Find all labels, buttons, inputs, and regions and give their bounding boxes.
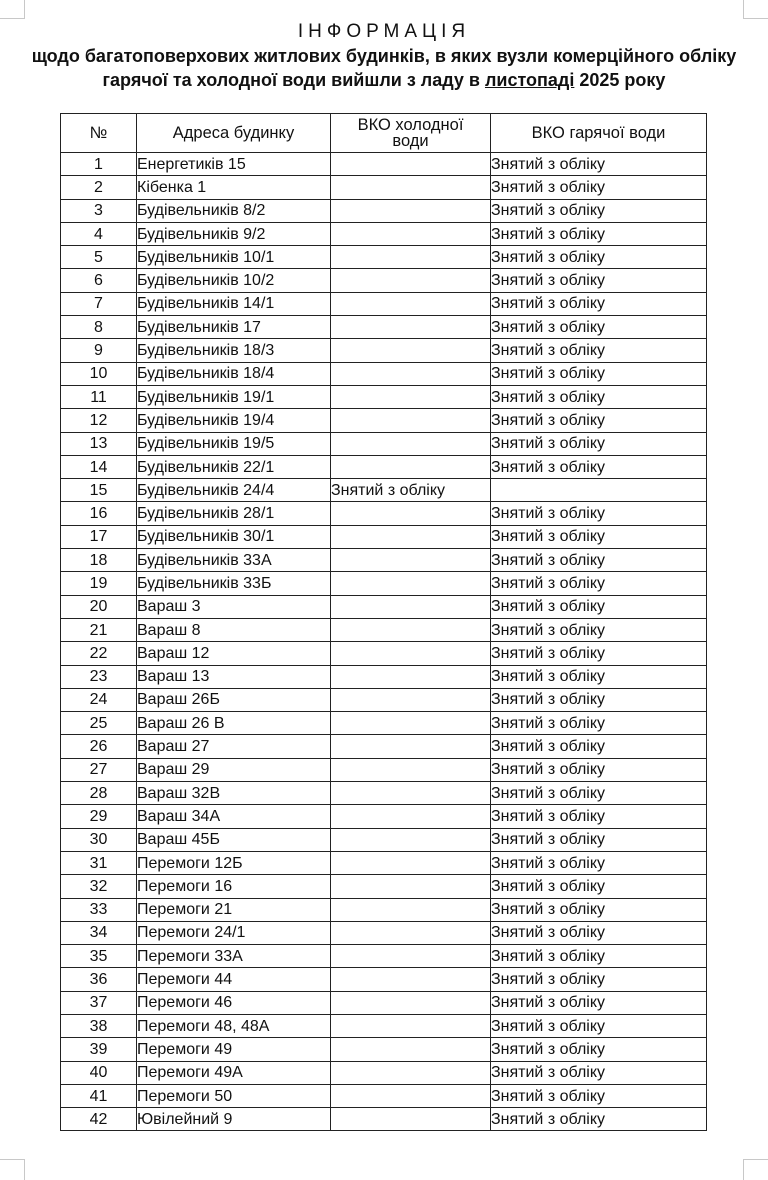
cell-hot-water: Знятий з обліку [491, 618, 707, 641]
cell-cold-water [331, 525, 491, 548]
table-row [61, 153, 707, 176]
table-row [61, 1084, 707, 1107]
cell-address: Перемоги 24/1 [137, 921, 331, 944]
cell-number: 38 [61, 1014, 137, 1037]
table-row [61, 968, 707, 991]
cell-number: 10 [61, 362, 137, 385]
column-header-hot-water: ВКО гарячої води [491, 114, 707, 153]
cell-address: Вараш 3 [137, 595, 331, 618]
cell-number: 9 [61, 339, 137, 362]
table-row [61, 782, 707, 805]
cell-number: 19 [61, 572, 137, 595]
table-row [61, 385, 707, 408]
cell-hot-water: Знятий з обліку [491, 339, 707, 362]
table-row [61, 409, 707, 432]
cell-cold-water [331, 618, 491, 641]
cell-cold-water [331, 851, 491, 874]
cell-hot-water: Знятий з обліку [491, 316, 707, 339]
cell-address: Перемоги 21 [137, 898, 331, 921]
table-row [61, 1014, 707, 1037]
cell-number: 15 [61, 479, 137, 502]
cell-address: Будівельників 14/1 [137, 292, 331, 315]
cell-cold-water [331, 1014, 491, 1037]
cell-address: Будівельників 9/2 [137, 222, 331, 245]
cell-hot-water: Знятий з обліку [491, 199, 707, 222]
crop-mark-bottom-right [743, 1159, 768, 1180]
cell-cold-water [331, 385, 491, 408]
document-subtitle-line-2 [0, 68, 768, 92]
cell-number: 37 [61, 991, 137, 1014]
table-row [61, 945, 707, 968]
cell-hot-water: Знятий з обліку [491, 735, 707, 758]
cell-cold-water [331, 292, 491, 315]
cell-hot-water: Знятий з обліку [491, 246, 707, 269]
cell-hot-water: Знятий з обліку [491, 1108, 707, 1131]
cell-number: 31 [61, 851, 137, 874]
cell-number: 7 [61, 292, 137, 315]
cell-number: 11 [61, 385, 137, 408]
table-row [61, 316, 707, 339]
cell-address: Вараш 34А [137, 805, 331, 828]
subtitle-prefix: гарячої та холодної води вийшли з ладу в [102, 70, 485, 90]
document-subtitle-line-1: щодо багатоповерхових житлових будинків, в яких вузли комерційного обліку [31, 46, 737, 66]
cell-cold-water [331, 1084, 491, 1107]
cell-hot-water: Знятий з обліку [491, 898, 707, 921]
cell-cold-water [331, 199, 491, 222]
cell-cold-water [331, 945, 491, 968]
cell-hot-water: Знятий з обліку [491, 921, 707, 944]
cell-address: Будівельників 30/1 [137, 525, 331, 548]
cell-cold-water [331, 432, 491, 455]
cell-number: 14 [61, 455, 137, 478]
cell-number: 27 [61, 758, 137, 781]
cell-address: Вараш 32В [137, 782, 331, 805]
cell-hot-water: Знятий з обліку [491, 409, 707, 432]
cell-number: 2 [61, 176, 137, 199]
cell-cold-water [331, 153, 491, 176]
cell-address: Будівельників 33Б [137, 572, 331, 595]
cell-address: Кібенка 1 [137, 176, 331, 199]
cell-cold-water [331, 898, 491, 921]
cell-hot-water: Знятий з обліку [491, 153, 707, 176]
table-row [61, 176, 707, 199]
cell-number: 8 [61, 316, 137, 339]
cell-cold-water [331, 828, 491, 851]
cell-address: Вараш 26 В [137, 712, 331, 735]
cell-address: Вараш 27 [137, 735, 331, 758]
cell-hot-water: Знятий з обліку [491, 688, 707, 711]
cell-address: Будівельників 19/5 [137, 432, 331, 455]
subtitle-month: листопаді [484, 70, 575, 90]
cell-hot-water: Знятий з обліку [491, 991, 707, 1014]
cell-address: Перемоги 44 [137, 968, 331, 991]
cell-hot-water: Знятий з обліку [491, 782, 707, 805]
document-title: ІНФОРМАЦІЯ [297, 21, 471, 42]
cell-hot-water: Знятий з обліку [491, 1084, 707, 1107]
cell-number: 23 [61, 665, 137, 688]
cell-address: Будівельників 10/2 [137, 269, 331, 292]
cell-cold-water: Знятий з обліку [331, 479, 491, 502]
table-row [61, 572, 707, 595]
cell-address: Будівельників 19/4 [137, 409, 331, 432]
cell-address: Ювілейний 9 [137, 1108, 331, 1131]
cell-cold-water [331, 688, 491, 711]
cell-cold-water [331, 805, 491, 828]
cell-hot-water: Знятий з обліку [491, 665, 707, 688]
cell-cold-water [331, 222, 491, 245]
cell-number: 26 [61, 735, 137, 758]
cell-hot-water: Знятий з обліку [491, 502, 707, 525]
table-row [61, 921, 707, 944]
table-row [61, 269, 707, 292]
cell-address: Перемоги 49 [137, 1038, 331, 1061]
cell-number: 28 [61, 782, 137, 805]
cell-number: 3 [61, 199, 137, 222]
subtitle-suffix: 2025 року [574, 70, 666, 90]
cell-hot-water: Знятий з обліку [491, 1061, 707, 1084]
cell-number: 6 [61, 269, 137, 292]
cell-cold-water [331, 712, 491, 735]
cell-address: Перемоги 16 [137, 875, 331, 898]
table-row [61, 199, 707, 222]
cell-hot-water: Знятий з обліку [491, 642, 707, 665]
table-row [61, 875, 707, 898]
cell-hot-water: Знятий з обліку [491, 805, 707, 828]
cell-cold-water [331, 595, 491, 618]
cell-number: 21 [61, 618, 137, 641]
cell-cold-water [331, 665, 491, 688]
cell-cold-water [331, 502, 491, 525]
table-row [61, 595, 707, 618]
table-row [61, 455, 707, 478]
cell-number: 25 [61, 712, 137, 735]
cell-cold-water [331, 339, 491, 362]
cell-number: 24 [61, 688, 137, 711]
cell-address: Вараш 29 [137, 758, 331, 781]
cell-address: Вараш 26Б [137, 688, 331, 711]
crop-mark-top-left [0, 0, 25, 19]
cell-number: 35 [61, 945, 137, 968]
cell-hot-water: Знятий з обліку [491, 712, 707, 735]
cell-hot-water: Знятий з обліку [491, 595, 707, 618]
cell-address: Енергетиків 15 [137, 153, 331, 176]
table-row [61, 479, 707, 502]
cell-hot-water: Знятий з обліку [491, 525, 707, 548]
cell-cold-water [331, 1061, 491, 1084]
cell-number: 36 [61, 968, 137, 991]
cell-address: Вараш 45Б [137, 828, 331, 851]
cell-number: 40 [61, 1061, 137, 1084]
table-row [61, 292, 707, 315]
cell-address: Будівельників 17 [137, 316, 331, 339]
table-row [61, 525, 707, 548]
cell-number: 20 [61, 595, 137, 618]
cell-cold-water [331, 409, 491, 432]
cell-cold-water [331, 316, 491, 339]
cell-number: 5 [61, 246, 137, 269]
cell-hot-water: Знятий з обліку [491, 572, 707, 595]
cell-number: 4 [61, 222, 137, 245]
table-row [61, 1061, 707, 1084]
cell-address: Вараш 13 [137, 665, 331, 688]
cell-cold-water [331, 176, 491, 199]
table-row [61, 828, 707, 851]
cell-hot-water: Знятий з обліку [491, 549, 707, 572]
cell-cold-water [331, 1108, 491, 1131]
cell-hot-water: Знятий з обліку [491, 828, 707, 851]
cell-number: 41 [61, 1084, 137, 1107]
cell-number: 17 [61, 525, 137, 548]
cell-number: 16 [61, 502, 137, 525]
cell-hot-water: Знятий з обліку [491, 222, 707, 245]
cell-number: 34 [61, 921, 137, 944]
cell-hot-water: Знятий з обліку [491, 455, 707, 478]
cell-address: Будівельників 10/1 [137, 246, 331, 269]
cell-hot-water: Знятий з обліку [491, 968, 707, 991]
table-body [61, 153, 707, 1131]
cell-cold-water [331, 572, 491, 595]
cell-address: Перемоги 48, 48А [137, 1014, 331, 1037]
table-row [61, 851, 707, 874]
table-row [61, 688, 707, 711]
table-row [61, 246, 707, 269]
cell-hot-water [491, 479, 707, 502]
table-row [61, 222, 707, 245]
table-row [61, 712, 707, 735]
cell-cold-water [331, 875, 491, 898]
cell-hot-water: Знятий з обліку [491, 758, 707, 781]
crop-mark-bottom-left [0, 1159, 25, 1180]
cell-cold-water [331, 455, 491, 478]
cell-cold-water [331, 921, 491, 944]
cell-cold-water [331, 782, 491, 805]
cell-cold-water [331, 362, 491, 385]
table-row [61, 735, 707, 758]
cell-hot-water: Знятий з обліку [491, 851, 707, 874]
meters-table [60, 113, 707, 1131]
cell-cold-water [331, 269, 491, 292]
table-row [61, 502, 707, 525]
table-row [61, 339, 707, 362]
cell-cold-water [331, 1038, 491, 1061]
cell-address: Будівельників 18/3 [137, 339, 331, 362]
cell-cold-water [331, 758, 491, 781]
cell-number: 13 [61, 432, 137, 455]
table-row [61, 1038, 707, 1061]
cell-cold-water [331, 246, 491, 269]
cell-hot-water: Знятий з обліку [491, 385, 707, 408]
table-row [61, 991, 707, 1014]
cell-address: Перемоги 46 [137, 991, 331, 1014]
cell-address: Будівельників 18/4 [137, 362, 331, 385]
cell-number: 30 [61, 828, 137, 851]
cell-number: 42 [61, 1108, 137, 1131]
table-row [61, 1108, 707, 1131]
cell-hot-water: Знятий з обліку [491, 269, 707, 292]
table-row [61, 758, 707, 781]
cell-number: 12 [61, 409, 137, 432]
cell-address: Перемоги 49А [137, 1061, 331, 1084]
table-header-row [61, 114, 707, 153]
cell-hot-water: Знятий з обліку [491, 875, 707, 898]
cell-address: Перемоги 33А [137, 945, 331, 968]
column-header-cold-water: ВКО холодної води [331, 114, 491, 153]
table-row [61, 362, 707, 385]
cell-address: Будівельників 24/4 [137, 479, 331, 502]
cell-number: 29 [61, 805, 137, 828]
cell-number: 33 [61, 898, 137, 921]
cell-number: 18 [61, 549, 137, 572]
cell-hot-water: Знятий з обліку [491, 176, 707, 199]
cell-number: 32 [61, 875, 137, 898]
cell-hot-water: Знятий з обліку [491, 945, 707, 968]
cell-number: 39 [61, 1038, 137, 1061]
table-row [61, 642, 707, 665]
document-heading [0, 20, 768, 92]
cell-address: Перемоги 12Б [137, 851, 331, 874]
cell-address: Перемоги 50 [137, 1084, 331, 1107]
table-row [61, 432, 707, 455]
table-row [61, 805, 707, 828]
column-header-number: № [61, 114, 137, 153]
cell-number: 22 [61, 642, 137, 665]
column-header-address: Адреса будинку [137, 114, 331, 153]
cell-address: Будівельників 28/1 [137, 502, 331, 525]
cell-hot-water: Знятий з обліку [491, 432, 707, 455]
table-row [61, 665, 707, 688]
crop-mark-top-right [743, 0, 768, 19]
cell-cold-water [331, 735, 491, 758]
cell-address: Вараш 12 [137, 642, 331, 665]
cell-address: Будівельників 8/2 [137, 199, 331, 222]
cell-cold-water [331, 642, 491, 665]
cell-hot-water: Знятий з обліку [491, 362, 707, 385]
cell-cold-water [331, 968, 491, 991]
table-row [61, 618, 707, 641]
cell-cold-water [331, 549, 491, 572]
cell-hot-water: Знятий з обліку [491, 1038, 707, 1061]
cell-address: Будівельників 19/1 [137, 385, 331, 408]
table-row [61, 898, 707, 921]
cell-hot-water: Знятий з обліку [491, 1014, 707, 1037]
table-row [61, 549, 707, 572]
cell-address: Будівельників 22/1 [137, 455, 331, 478]
cell-hot-water: Знятий з обліку [491, 292, 707, 315]
cell-number: 1 [61, 153, 137, 176]
cell-address: Вараш 8 [137, 618, 331, 641]
cell-cold-water [331, 991, 491, 1014]
cell-address: Будівельників 33А [137, 549, 331, 572]
